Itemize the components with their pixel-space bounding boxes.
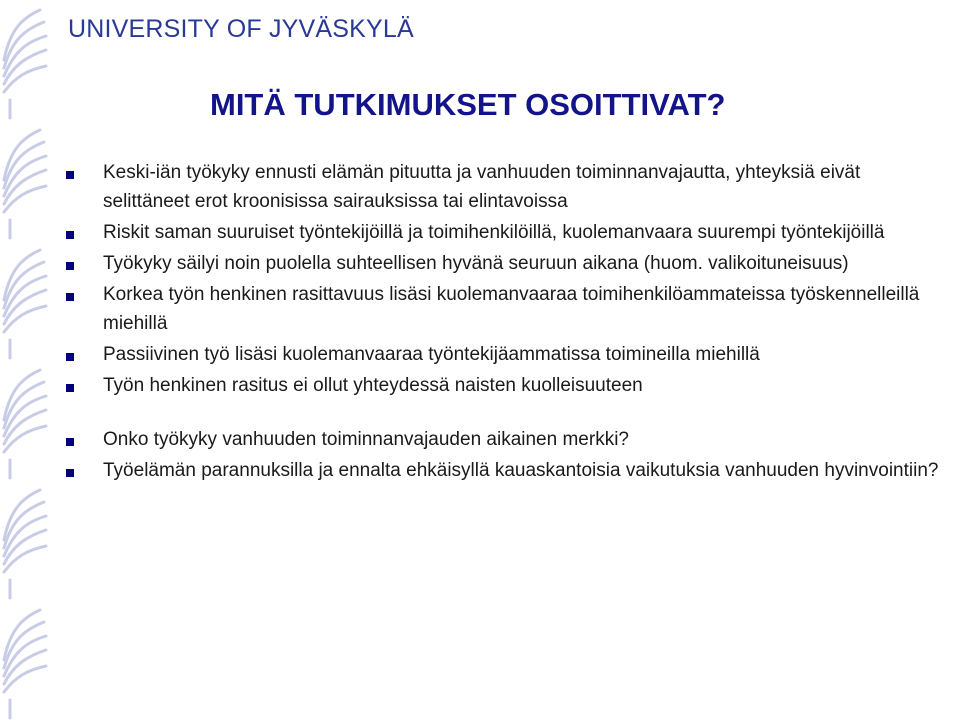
bullet-item xyxy=(66,158,946,216)
bullet-text: Onko työkyky vanhuuden toiminnanvajauden aikainen merkki? xyxy=(103,429,629,450)
bullet-item xyxy=(66,340,946,369)
bullet-text: Riskit saman suuruiset työntekijöillä ja toimihenkilöillä, kuolemanvaara suurempi työntekijöillä xyxy=(103,222,885,243)
bullet-square-icon xyxy=(66,469,74,477)
bullet-square-icon xyxy=(66,293,74,301)
bullet-item xyxy=(66,218,946,247)
side-pattern-decoration xyxy=(0,0,48,720)
bullet-item xyxy=(66,425,946,454)
university-header: UNIVERSITY OF JYVÄSKYLÄ xyxy=(68,15,414,43)
bullet-item xyxy=(66,280,946,338)
bullet-item xyxy=(66,249,946,278)
bullet-square-icon xyxy=(66,438,74,446)
bullet-text: Keski-iän työkyky ennusti elämän pituutta ja vanhuuden toiminnanvajautta, yhteyksiä eivät selittäneet erot kroonisissa sairauksissa tai elintavoissa xyxy=(103,162,861,212)
bullet-item xyxy=(66,371,946,400)
bullet-text: Korkea työn henkinen rasittavuus lisäsi kuolemanvaaraa toimihenkilöammateissa työskennelleillä miehillä xyxy=(103,284,920,334)
bullet-square-icon xyxy=(66,384,74,392)
bullet-text: Työn henkinen rasitus ei ollut yhteydessä naisten kuolleisuuteen xyxy=(103,375,643,396)
bullet-square-icon xyxy=(66,353,74,361)
slide-title: MITÄ TUTKIMUKSET OSOITTIVAT? xyxy=(210,87,726,122)
bullet-square-icon xyxy=(66,171,74,179)
bullet-square-icon xyxy=(66,262,74,270)
bullet-item xyxy=(66,456,946,485)
bullet-text: Passiivinen työ lisäsi kuolemanvaaraa työntekijäammatissa toimineilla miehillä xyxy=(103,344,760,365)
bullet-text: Työkyky säilyi noin puolella suhteellisen hyvänä seuruun aikana (huom. valikoituneisuus) xyxy=(103,253,849,274)
bullet-text: Työelämän parannuksilla ja ennalta ehkäisyllä kauaskantoisia vaikutuksia vanhuuden hyvinvointiin? xyxy=(103,460,939,481)
bullet-square-icon xyxy=(66,231,74,239)
bullet-list xyxy=(66,158,946,487)
